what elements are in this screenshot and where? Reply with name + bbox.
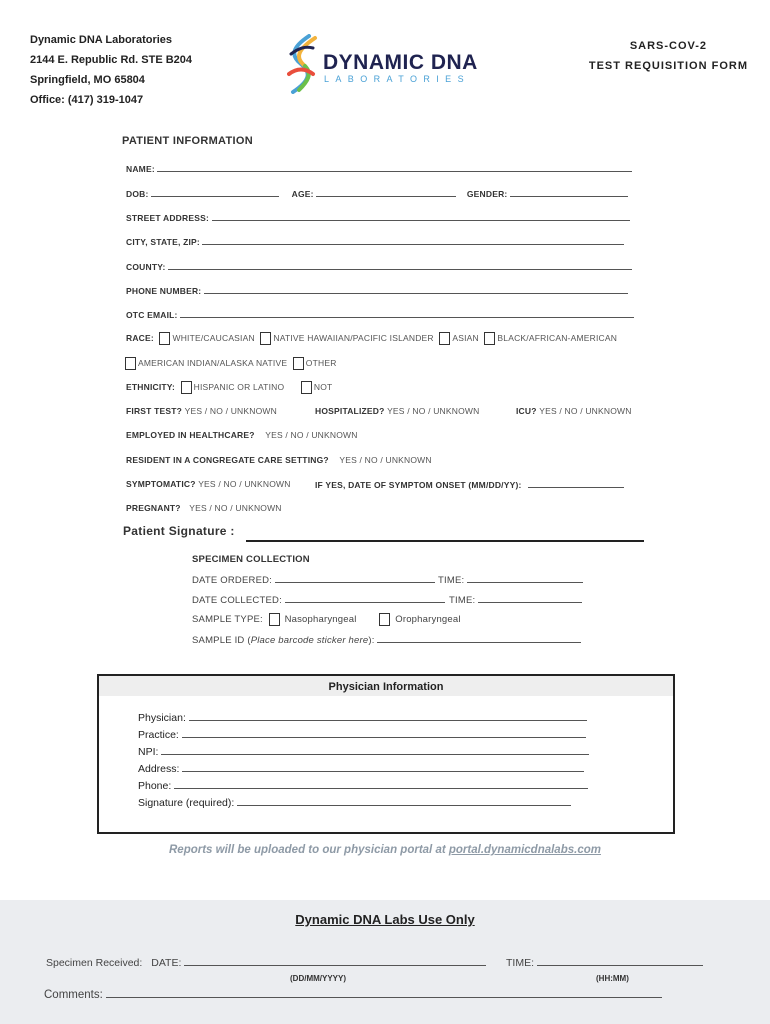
- resident-label: RESIDENT IN A CONGREGATE CARE SETTING?: [126, 455, 329, 465]
- physician-signature-label: Signature (required):: [138, 797, 235, 809]
- comments-field[interactable]: [106, 989, 662, 998]
- street-label: STREET ADDRESS:: [126, 213, 209, 223]
- received-time-row: [506, 957, 703, 969]
- city-row: [126, 236, 624, 247]
- not-hispanic-label: NOT: [313, 381, 333, 392]
- nasopharyngeal-checkbox[interactable]: [269, 613, 280, 626]
- received-date-field[interactable]: [184, 957, 486, 966]
- not-hispanic-checkbox[interactable]: [301, 381, 312, 394]
- race-hawaiian-label: NATIVE HAWAIIAN/PACIFIC ISLANDER: [273, 332, 434, 343]
- hispanic-label: HISPANIC OR LATINO: [193, 381, 285, 392]
- phone-field[interactable]: [204, 285, 628, 294]
- logo-subtitle: LABORATORIES: [324, 74, 470, 84]
- hospitalized-row: [315, 406, 479, 416]
- sample-id-hint: Place barcode sticker here: [250, 635, 369, 646]
- physician-info-box: [97, 674, 675, 834]
- portal-link[interactable]: portal.dynamicdnalabs.com: [448, 844, 601, 856]
- lab-street: 2144 E. Republic Rd. STE B204: [30, 54, 193, 66]
- icu-label: ICU?: [516, 406, 537, 416]
- county-row: [126, 261, 632, 272]
- hospitalized-label: HOSPITALIZED?: [315, 406, 385, 416]
- time-collected-label: TIME:: [449, 595, 476, 606]
- date-collected-row: [192, 594, 445, 606]
- race-row: [126, 332, 617, 345]
- phone-label: PHONE NUMBER:: [126, 286, 202, 296]
- icu-row: [516, 406, 632, 416]
- race-white-label: WHITE/CAUCASIAN: [172, 332, 255, 343]
- pregnant-label: PREGNANT?: [126, 503, 181, 513]
- icu-options[interactable]: YES / NO / UNKNOWN: [539, 406, 632, 416]
- time-ordered-row: [438, 574, 583, 586]
- time-ordered-field[interactable]: [467, 574, 583, 583]
- otc-email-row: [126, 309, 634, 320]
- practice-row: [138, 729, 586, 741]
- lab-city: Springfield, MO 65804: [30, 74, 145, 86]
- date-format-hint: (DD/MM/YYYY): [290, 974, 346, 983]
- race-row-2: [122, 357, 337, 370]
- pregnant-row: [126, 503, 282, 513]
- received-time-field[interactable]: [537, 957, 703, 966]
- physician-row: [138, 712, 587, 724]
- form-title: [589, 36, 748, 76]
- dna-helix-icon: [287, 34, 323, 94]
- onset-field[interactable]: [528, 479, 624, 488]
- received-time-label: TIME:: [506, 957, 534, 969]
- lab-use-heading: Dynamic DNA Labs Use Only: [295, 912, 475, 927]
- onset-row: [315, 479, 624, 490]
- time-ordered-label: TIME:: [438, 575, 465, 586]
- physician-signature-row: [138, 797, 571, 809]
- lab-phone: Office: (417) 319-1047: [30, 94, 144, 106]
- received-date-label: DATE:: [151, 957, 182, 969]
- employed-row: [126, 430, 358, 440]
- form-title-line1: SARS-COV-2: [629, 40, 708, 52]
- race-white-checkbox[interactable]: [159, 332, 170, 345]
- npi-field[interactable]: [161, 746, 589, 755]
- oropharyngeal-label: Oropharyngeal: [395, 614, 461, 626]
- gender-label: GENDER:: [466, 189, 508, 199]
- age-label: AGE:: [291, 189, 314, 199]
- race-label: RACE:: [126, 332, 154, 343]
- race-other-checkbox[interactable]: [293, 357, 304, 370]
- date-ordered-row: [192, 574, 435, 586]
- lab-name: Dynamic DNA Laboratories: [30, 34, 173, 46]
- pregnant-options[interactable]: YES / NO / UNKNOWN: [189, 503, 282, 513]
- gender-field[interactable]: [510, 188, 628, 197]
- resident-row: [126, 455, 432, 465]
- logo-wordmark: DYNAMIC DNA: [323, 51, 478, 74]
- patient-signature-field[interactable]: [246, 540, 644, 542]
- lab-address: [30, 30, 192, 110]
- street-field[interactable]: [212, 212, 630, 221]
- time-format-hint: (HH:MM): [596, 974, 629, 983]
- resident-options[interactable]: YES / NO / UNKNOWN: [339, 455, 432, 465]
- portal-note-text: Reports will be uploaded to our physician portal at: [169, 844, 449, 856]
- street-row: [126, 212, 630, 223]
- race-black-checkbox[interactable]: [484, 332, 495, 345]
- dynamic-dna-logo: [287, 34, 502, 94]
- comments-label: Comments:: [44, 989, 103, 1001]
- first-test-row: [126, 406, 277, 416]
- physician-phone-field[interactable]: [174, 780, 588, 789]
- specimen-heading: SPECIMEN COLLECTION: [192, 554, 310, 565]
- physician-label: Physician:: [138, 712, 186, 724]
- hospitalized-options[interactable]: YES / NO / UNKNOWN: [387, 406, 480, 416]
- physician-info-heading: Physician Information: [99, 676, 673, 696]
- address-field[interactable]: [182, 763, 584, 772]
- sample-id-label-end: ):: [368, 635, 375, 646]
- sample-id-row: [192, 634, 581, 646]
- dob-label: DOB:: [126, 189, 149, 199]
- patient-info-heading: PATIENT INFORMATION: [122, 135, 253, 147]
- form-title-line2: TEST REQUISITION FORM: [588, 60, 748, 72]
- date-ordered-label: DATE ORDERED:: [192, 575, 273, 586]
- specimen-received-label: Specimen Received:: [46, 957, 143, 969]
- sample-type-label: SAMPLE TYPE:: [192, 614, 263, 626]
- county-field[interactable]: [168, 261, 632, 270]
- race-other-label: OTHER: [305, 357, 337, 368]
- symptomatic-row: [126, 479, 291, 489]
- date-ordered-field[interactable]: [275, 574, 435, 583]
- onset-label: IF YES, DATE OF SYMPTOM ONSET (MM/DD/YY):: [315, 480, 522, 490]
- date-collected-field[interactable]: [285, 594, 445, 603]
- otc-email-field[interactable]: [180, 309, 634, 318]
- phone-row: [126, 285, 628, 296]
- name-field[interactable]: [157, 163, 632, 172]
- ethnicity-label: ETHNICITY:: [126, 381, 176, 392]
- symptomatic-options[interactable]: YES / NO / UNKNOWN: [198, 479, 291, 489]
- first-test-label: FIRST TEST?: [126, 406, 183, 416]
- portal-note: [0, 844, 770, 856]
- npi-label: NPI:: [138, 746, 159, 758]
- dob-row: [126, 188, 628, 199]
- nasopharyngeal-label: Nasopharyngeal: [284, 614, 357, 626]
- dob-field[interactable]: [151, 188, 279, 197]
- sample-type-row: [192, 613, 461, 626]
- specimen-received-row: [46, 957, 486, 969]
- race-american-indian-checkbox[interactable]: [125, 357, 136, 370]
- practice-label: Practice:: [138, 729, 179, 741]
- sample-id-label: SAMPLE ID (: [192, 635, 251, 646]
- time-collected-field[interactable]: [478, 594, 582, 603]
- date-collected-label: DATE COLLECTED:: [192, 595, 282, 606]
- physician-field[interactable]: [189, 712, 587, 721]
- patient-signature-label: Patient Signature :: [123, 524, 235, 538]
- race-asian-label: ASIAN: [452, 332, 479, 343]
- first-test-options[interactable]: YES / NO / UNKNOWN: [184, 406, 277, 416]
- ethnicity-row: [126, 381, 332, 394]
- employed-options[interactable]: YES / NO / UNKNOWN: [265, 430, 358, 440]
- comments-row: [44, 989, 662, 1001]
- address-label: Address:: [138, 763, 180, 775]
- race-black-label: BLACK/AFRICAN-AMERICAN: [497, 332, 618, 343]
- physician-phone-label: Phone:: [138, 780, 172, 792]
- address-row: [138, 763, 584, 775]
- npi-row: [138, 746, 589, 758]
- oropharyngeal-checkbox[interactable]: [379, 613, 390, 626]
- practice-field[interactable]: [182, 729, 586, 738]
- name-row: [126, 163, 632, 174]
- hispanic-checkbox[interactable]: [181, 381, 192, 394]
- county-label: COUNTY:: [126, 262, 166, 272]
- time-collected-row: [449, 594, 582, 606]
- city-field[interactable]: [202, 236, 624, 245]
- age-field[interactable]: [316, 188, 456, 197]
- otc-email-label: OTC EMAIL:: [126, 310, 178, 320]
- symptomatic-label: SYMPTOMATIC?: [126, 479, 196, 489]
- physician-phone-row: [138, 780, 588, 792]
- city-label: CITY, STATE, ZIP:: [126, 237, 200, 247]
- employed-label: EMPLOYED IN HEALTHCARE?: [126, 430, 255, 440]
- physician-signature-field[interactable]: [237, 797, 571, 806]
- race-hawaiian-checkbox[interactable]: [260, 332, 271, 345]
- name-label: NAME:: [126, 164, 155, 174]
- lab-use-section: [0, 900, 770, 1024]
- race-asian-checkbox[interactable]: [439, 332, 450, 345]
- sample-id-field[interactable]: [377, 634, 581, 643]
- race-american-indian-label: AMERICAN INDIAN/ALASKA NATIVE: [138, 357, 288, 368]
